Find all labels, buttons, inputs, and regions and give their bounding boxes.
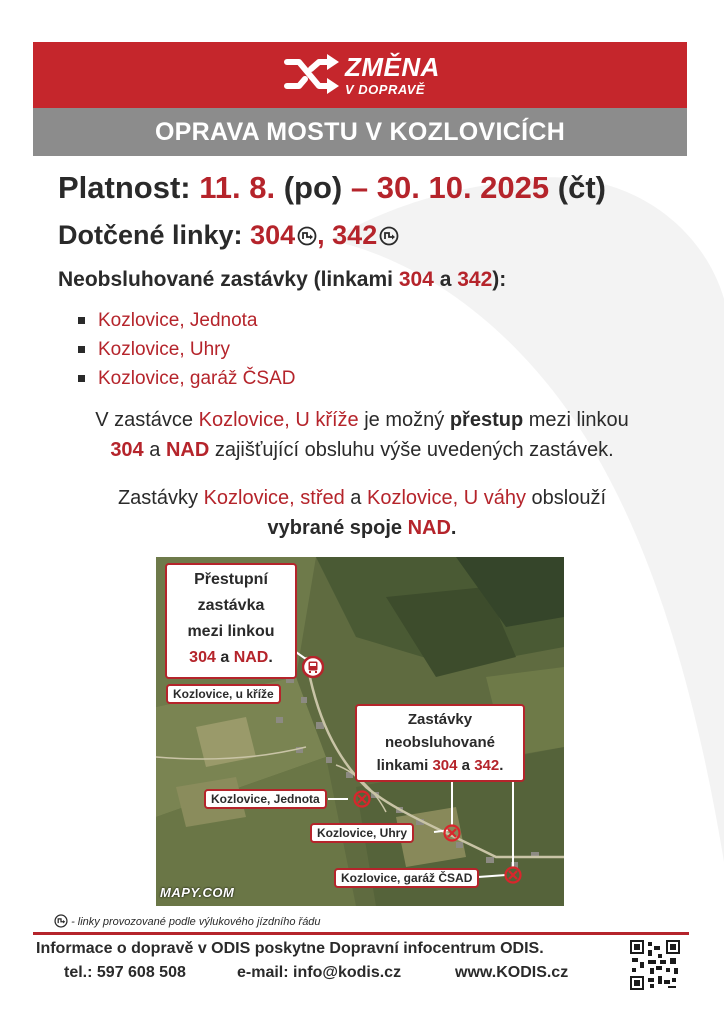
unserved-prefix: Neobsluhované zastávky (linkami xyxy=(58,268,393,291)
p1-text: je možný xyxy=(364,409,445,431)
validity-end-day: (čt) xyxy=(557,170,606,205)
validity-start-day: (po) xyxy=(283,170,343,205)
legend xyxy=(54,914,321,928)
map-label-jednota: Kozlovice, Jednota xyxy=(204,789,327,809)
callout-lines xyxy=(357,754,523,777)
callout-line-304: 304 xyxy=(189,649,216,666)
callout-conj: a xyxy=(220,649,230,666)
p1-nad: NAD xyxy=(165,439,210,461)
detour-timetable-icon xyxy=(379,226,399,246)
list-item xyxy=(78,335,295,364)
bullet-icon xyxy=(78,375,85,382)
p2-text: obslouží xyxy=(531,487,607,509)
affected-lines-label: Dotčené linky: xyxy=(58,220,243,250)
footer-email[interactable]: e-mail: info@kodis.cz xyxy=(237,964,402,981)
stop-name: Kozlovice, Jednota xyxy=(98,310,258,331)
footer-phone: tel.: 597 608 508 xyxy=(64,964,186,981)
list-item xyxy=(78,306,295,335)
footer-web[interactable]: www.KODIS.cz xyxy=(455,964,569,981)
page-title: OPRAVA MOSTU V KOZLOVICÍCH xyxy=(33,108,687,156)
callout-text: mezi linkou xyxy=(187,623,275,640)
callout-line-342: 342 xyxy=(474,757,500,774)
callout-nad: NAD xyxy=(233,649,269,666)
transfer-paragraph xyxy=(40,405,684,465)
map-label-garaz: Kozlovice, garáž ČSAD xyxy=(334,868,479,888)
stop-name: Kozlovice, garáž ČSAD xyxy=(98,368,296,389)
nad-paragraph xyxy=(40,483,684,543)
lines-separator: , xyxy=(317,220,325,250)
footer-divider xyxy=(33,932,689,935)
callout-end: . xyxy=(268,649,273,666)
callout-lines xyxy=(167,645,295,671)
p1-bold: přestup xyxy=(449,409,524,431)
p2-text: Zastávky xyxy=(117,487,198,509)
p1-text: V zastávce xyxy=(95,409,194,431)
validity-dash: – xyxy=(350,170,369,205)
callout-text: Přestupní xyxy=(194,571,268,588)
callout-text: Zastávky xyxy=(407,711,473,728)
p1-text: mezi linkou xyxy=(528,409,629,431)
p2-stop2: Kozlovice, U váhy xyxy=(366,487,526,509)
p2-nad: NAD xyxy=(407,517,451,539)
legend-text: - linky provozované podle výlukového jízdního řádu xyxy=(71,916,321,928)
unserved-conj: a xyxy=(439,268,452,291)
unserved-callout xyxy=(355,704,525,782)
header-banner xyxy=(33,42,687,108)
map-credit: MAPY.COM xyxy=(160,885,235,900)
validity-end: 30. 10. 2025 xyxy=(376,170,550,205)
p2-stop1: Kozlovice, střed xyxy=(203,487,345,509)
map-label-u-krize: Kozlovice, u kříže xyxy=(166,684,281,704)
route-change-arrows-icon xyxy=(283,52,339,96)
validity-start: 11. 8. xyxy=(199,170,276,205)
detour-timetable-icon xyxy=(297,226,317,246)
unserved-stops-heading xyxy=(58,268,506,292)
callout-text: neobsluhované xyxy=(384,734,496,751)
p2-text: a xyxy=(350,487,362,509)
p1-text: zajišťující obsluhu výše uvedených zastávek. xyxy=(214,439,614,461)
callout-conj: a xyxy=(461,757,471,774)
closed-stop-icon xyxy=(504,866,522,884)
stop-name: Kozlovice, Uhry xyxy=(98,339,230,360)
satellite-map xyxy=(156,557,564,906)
p2-end: . xyxy=(450,517,457,539)
line-304: 304 xyxy=(250,220,296,250)
banner-title: ZMĚNA xyxy=(345,52,440,82)
unserved-suffix: ): xyxy=(492,268,507,291)
unserved-line-342: 342 xyxy=(457,268,493,291)
banner-logo xyxy=(283,50,483,100)
bullet-icon xyxy=(78,346,85,353)
closed-stop-icon xyxy=(443,824,461,842)
callout-line-304: 304 xyxy=(432,757,458,774)
p2-bold: vybrané spoje xyxy=(267,517,403,539)
unserved-stops-list xyxy=(78,306,295,393)
map-label-uhry: Kozlovice, Uhry xyxy=(310,823,414,843)
bullet-icon xyxy=(78,317,85,324)
affected-lines xyxy=(58,220,399,251)
line-342: 342 xyxy=(332,220,378,250)
p1-text: a xyxy=(149,439,161,461)
qr-code-icon[interactable] xyxy=(630,940,680,990)
list-item xyxy=(78,364,295,393)
validity-label: Platnost: xyxy=(58,170,191,205)
p1-stop: Kozlovice, U kříže xyxy=(198,409,359,431)
validity-line xyxy=(58,170,606,206)
callout-text: linkami xyxy=(376,757,429,774)
banner-subtitle: V DOPRAVĚ xyxy=(345,82,426,97)
callout-end: . xyxy=(499,757,504,774)
bus-transfer-icon xyxy=(302,656,324,678)
footer-info: Informace o dopravě v ODIS poskytne Dopravní infocentrum ODIS. xyxy=(36,940,544,957)
detour-timetable-icon xyxy=(54,914,68,928)
unserved-line-304: 304 xyxy=(398,268,434,291)
callout-text: zastávka xyxy=(197,597,265,614)
transfer-callout xyxy=(165,563,297,679)
p1-line: 304 xyxy=(110,439,144,461)
closed-stop-icon xyxy=(353,790,371,808)
